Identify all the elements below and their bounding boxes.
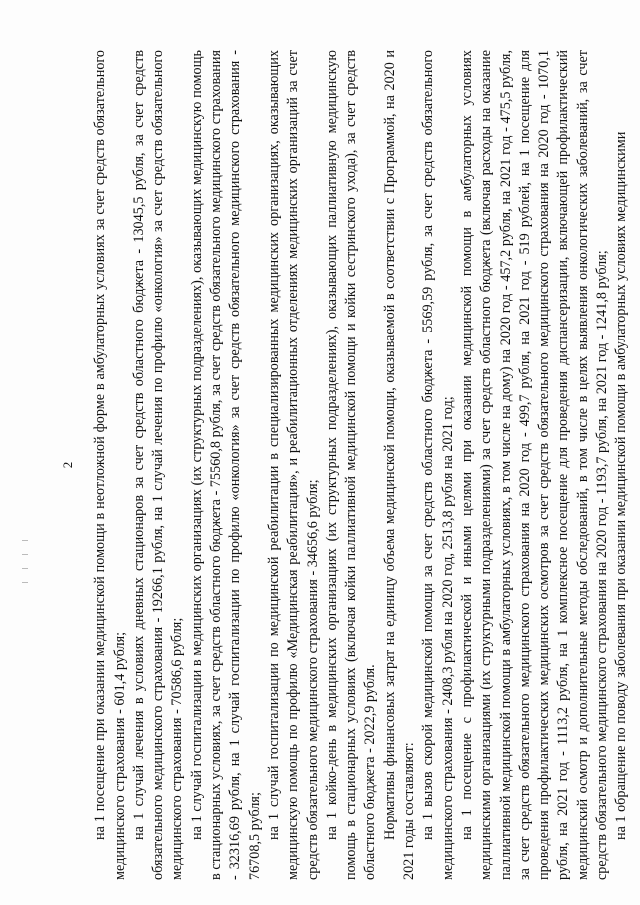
paragraph: на 1 посещение с профилактической и иными целями при оказании медицинской помощи в амбулаторных условиях медицинскими организациями (их структурными подразделениями) за счет средств областного бюджета (включая расходы на оказание паллиативной медицинской помощи в амбулаторных условиях, в том числе на дому) на 2020 год - 457,2 рубля, на 2021 год - 475,5 рубля, за счет средств обязательного медицинского страхования на 2020 год - 499,7 рубля, на 2021 год - 519 рублей, на 1 посещение для проведения профилактических медицинских осмотров за счет средств обязательного медицинского страхования на 2020 год - 1070,1 рубля, на 2021 год - 1113,2 рубля, на 1 комплексное посещение для проведения диспансеризации, включающей профилактический медицинский осмотр и дополнительные методы обследований, в том числе в целях выявления онкологических заболеваний, за счет средств обязательного медицинского страхования на 2020 год - 1193,7 рубля, на 2021 год - 1241,8 рубля; (458, 50, 611, 880)
paragraph: на 1 посещение при оказании медицинской помощи в неотложной форме в амбулаторных условиях за счет средств обязательного медицинского страхования - 601,4 рубля; (92, 50, 128, 880)
paragraph: на 1 случай госпитализации в медицинских организациях (их структурных подразделениях), оказывающих медицинскую помощь в стационарных условиях, за счет средств областного бюджета - 75560,8 рубля, за счет средств обязательного медицинского страхования - 32316,69 рубля, на 1 случай госпитализации по профилю «онкология» за счет средств обязательного медицинского страхования - 76708,5 рубля; (188, 50, 263, 880)
page-number: 2 (60, 461, 75, 469)
scan-margin-marks (22, 540, 34, 600)
paragraph: Нормативы финансовых затрат на единицу объема медицинской помощи, оказываемой в соответствии с Программой, на 2020 и 2021 годы составляют: (381, 50, 418, 880)
rotated-text-block (58, 50, 630, 880)
paragraph: на 1 случай лечения в условиях дневных стационаров за счет средств областного бюджета - 13045,5 рубля, за счет средств обязательного медицинского страхования - 19266,1 рубля, на 1 случай лечения по профилю «онкология» за счет средств обязательного медицинского страхования - 70586,6 рубля; (130, 50, 186, 880)
paragraph: на 1 вызов скорой медицинской помощи за счет средств областного бюджета - 5569,59 рубля, за счет средств обязательного медицинского страхования - 2408,3 рубля на 2020 год, 2513,8 рубля на 2021 год; (420, 50, 456, 880)
paragraph: на 1 обращение по поводу заболевания при оказании медицинской помощи в амбулаторных условиях медицинскими (613, 131, 630, 840)
paragraph: на 1 случай госпитализации по медицинской реабилитации в специализированных медицинских организациях, оказывающих медицинскую помощь по профилю «Медицинская реабилитация», и реабилитационных отделениях медицинских организаций за счет средств обязательного медицинского страхования - 34656,6 рубля; (265, 50, 321, 880)
paragraph: на 1 койко-день в медицинских организациях (их структурных подразделениях), оказывающих паллиативную медицинскую помощь в стационарных условиях (включая койки паллиативной медицинской помощи и койки сестринского ухода), за счет средств областного бюджета - 2022,9 рубля. (323, 50, 379, 880)
